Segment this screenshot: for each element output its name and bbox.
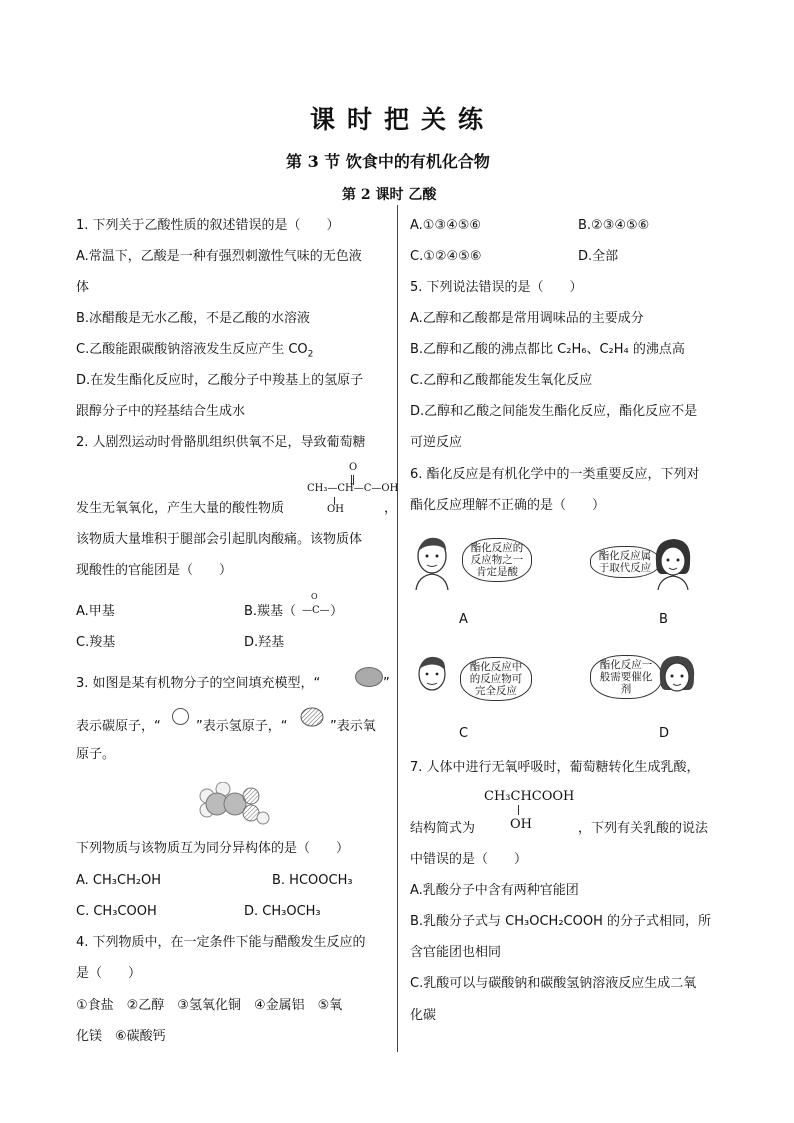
q3-line2a: 表示碳原子，“ — [76, 719, 161, 734]
q7-structure-top: CH₃CHCOOH — [484, 789, 575, 804]
q3-line1: 3. 如图是某有机物分子的空间填充模型，“ — [76, 676, 321, 691]
oxygen-atom-icon — [300, 707, 324, 727]
q3-line4: 下列物质与该物质互为同分异构体的是（ ） — [76, 841, 350, 856]
figure-label-b: B — [659, 612, 668, 627]
q7-option-b: B.乳酸分子式与 CH₃OCH₂COOH 的分子式相同，所 — [410, 914, 711, 929]
q5-stem: 5. 下列说法错误的是（ ） — [410, 280, 583, 295]
q2-structure-main: CH₃—CH—C—OH — [307, 483, 399, 494]
figure-label-c: C — [459, 726, 469, 741]
q4-line4: 化镁 ⑥碳酸钙 — [76, 1029, 166, 1044]
person-b-illustration — [650, 534, 696, 590]
q7-option-b-cont: 含官能团也相同 — [410, 945, 502, 960]
q2-option-c: C.羧基 — [76, 635, 116, 650]
bubble-b: 酯化反应属于取代反应 — [590, 546, 660, 578]
q1-stem: 1. 下列关于乙酸性质的叙述错误的是（ ） — [76, 218, 340, 233]
hydrogen-atom-icon — [172, 708, 189, 725]
column-divider — [397, 205, 398, 1052]
carbon-atom-icon — [355, 667, 383, 687]
q1-option-a: A.常温下，乙酸是一种有强烈刺激性气味的无色液 — [76, 249, 362, 264]
q4-option-c: C.①②④⑤⑥ — [410, 249, 482, 264]
space-filling-model-figure — [195, 782, 273, 826]
q7-line2a: 结构简式为 — [410, 821, 476, 836]
section-title: 第 3 节 饮食中的有机化合物 — [286, 152, 490, 171]
q7-line3: 中错误的是（ ） — [410, 852, 528, 867]
q1-option-c — [76, 340, 313, 365]
q6-line1: 6. 酯化反应是有机化学中的一类重要反应，下列对 — [410, 467, 700, 482]
q2-line2-end: ， — [384, 501, 398, 516]
q7-option-c: C.乳酸可以与碳酸钠和碳酸氢钠溶液反应生成二氧 — [410, 976, 697, 991]
q7-structure-bond — [518, 805, 519, 815]
person-a-illustration — [410, 532, 454, 590]
bubble-a: 酯化反应的反应物之一肯定是酸 — [462, 538, 532, 582]
q2-line2: 发生无氧氧化，产生大量的酸性物质 — [76, 501, 285, 516]
q2-option-b-end: ） — [330, 604, 344, 619]
q2-line4: 现酸性的官能团是（ ） — [76, 563, 233, 578]
q3-option-b: B. HCOOCH₃ — [272, 873, 353, 888]
lesson-title: 第 2 课时 乙酸 — [342, 187, 437, 203]
q1-option-b: B.冰醋酸是无水乙酸，不是乙酸的水溶液 — [76, 311, 311, 326]
person-c-illustration — [412, 652, 454, 698]
q1-option-c-text: C.乙酸能跟碳酸钠溶液发生反应产生 CO — [76, 342, 308, 357]
q4-option-d: D.全部 — [578, 249, 619, 264]
q3-line2c: ”表示氧 — [330, 719, 376, 734]
person-d-illustration — [654, 652, 700, 700]
bubble-c: 酯化反应中的反应物可完全反应 — [460, 657, 532, 701]
q5-option-d: D.乙醇和乙酸之间能发生酯化反应，酯化反应不是 — [410, 404, 698, 419]
figure-label-d: D — [659, 726, 670, 741]
q2-carbonyl-o: O — [311, 592, 318, 601]
q7-option-c-cont: 化碳 — [410, 1008, 437, 1023]
q1-option-c-sub: 2 — [307, 349, 314, 360]
q7-option-a: A.乳酸分子中含有两种官能团 — [410, 883, 579, 898]
q3-option-c: C. CH₃COOH — [76, 904, 157, 919]
q2-option-a: A.甲基 — [76, 604, 115, 619]
q7-structure-oh: OH — [510, 817, 532, 832]
figure-label-a: A — [459, 612, 468, 627]
q1-option-a-cont: 体 — [76, 280, 90, 295]
q7-line1: 7. 人体中进行无氧呼吸时，葡萄糖转化生成乳酸， — [410, 760, 700, 775]
q2-structure-o: O — [349, 462, 358, 473]
q3-line2b: ”表示氢原子，“ — [196, 719, 288, 734]
q4-option-a: A.①③④⑤⑥ — [410, 218, 482, 233]
q4-option-b: B.②③④⑤⑥ — [578, 218, 650, 233]
q2-line1: 2. 人剧烈运动时骨骼肌组织供氧不足，导致葡萄糖 — [76, 435, 366, 450]
q4-line2: 是（ ） — [76, 966, 142, 981]
q2-option-b: B.羰基（ — [244, 604, 297, 619]
q3-line1-end: ” — [383, 676, 390, 691]
q1-option-d: D.在发生酯化反应时，乙酸分子中羧基上的氢原子 — [76, 373, 364, 388]
q3-option-d: D. CH₃OCH₃ — [244, 904, 321, 919]
q2-line3: 该物质大量堆积于腿部会引起肌肉酸痛。该物质体 — [76, 532, 363, 547]
q4-line1: 4. 下列物质中，在一定条件下能与醋酸发生反应的 — [76, 935, 366, 950]
bubble-d: 酯化反应一般需要催化剂 — [590, 655, 662, 699]
q5-option-c: C.乙醇和乙酸都能发生氧化反应 — [410, 373, 593, 388]
q2-carbonyl-c: —C— — [302, 605, 330, 616]
q7-line2b: ，下列有关乳酸的说法 — [578, 821, 709, 836]
q3-option-a: A. CH₃CH₂OH — [76, 873, 162, 888]
q5-option-b: B.乙醇和乙酸的沸点都比 C₂H₆、C₂H₄ 的沸点高 — [410, 342, 685, 357]
page-title: 课时把关练 — [310, 105, 496, 134]
q1-option-d-cont: 跟醇分子中的羟基结合生成水 — [76, 404, 246, 419]
q3-line3: 原子。 — [76, 747, 116, 762]
q2-option-d: D.羟基 — [244, 635, 285, 650]
q5-option-a: A.乙醇和乙酸都是常用调味品的主要成分 — [410, 311, 644, 326]
q4-line3: ①食盐 ②乙醇 ③氢氧化铜 ④金属铝 ⑤氧 — [76, 998, 343, 1013]
q6-line2: 酯化反应理解不正确的是（ ） — [410, 498, 606, 513]
q2-structure-oh: OH — [327, 504, 344, 515]
q5-option-d-cont: 可逆反应 — [410, 435, 463, 450]
